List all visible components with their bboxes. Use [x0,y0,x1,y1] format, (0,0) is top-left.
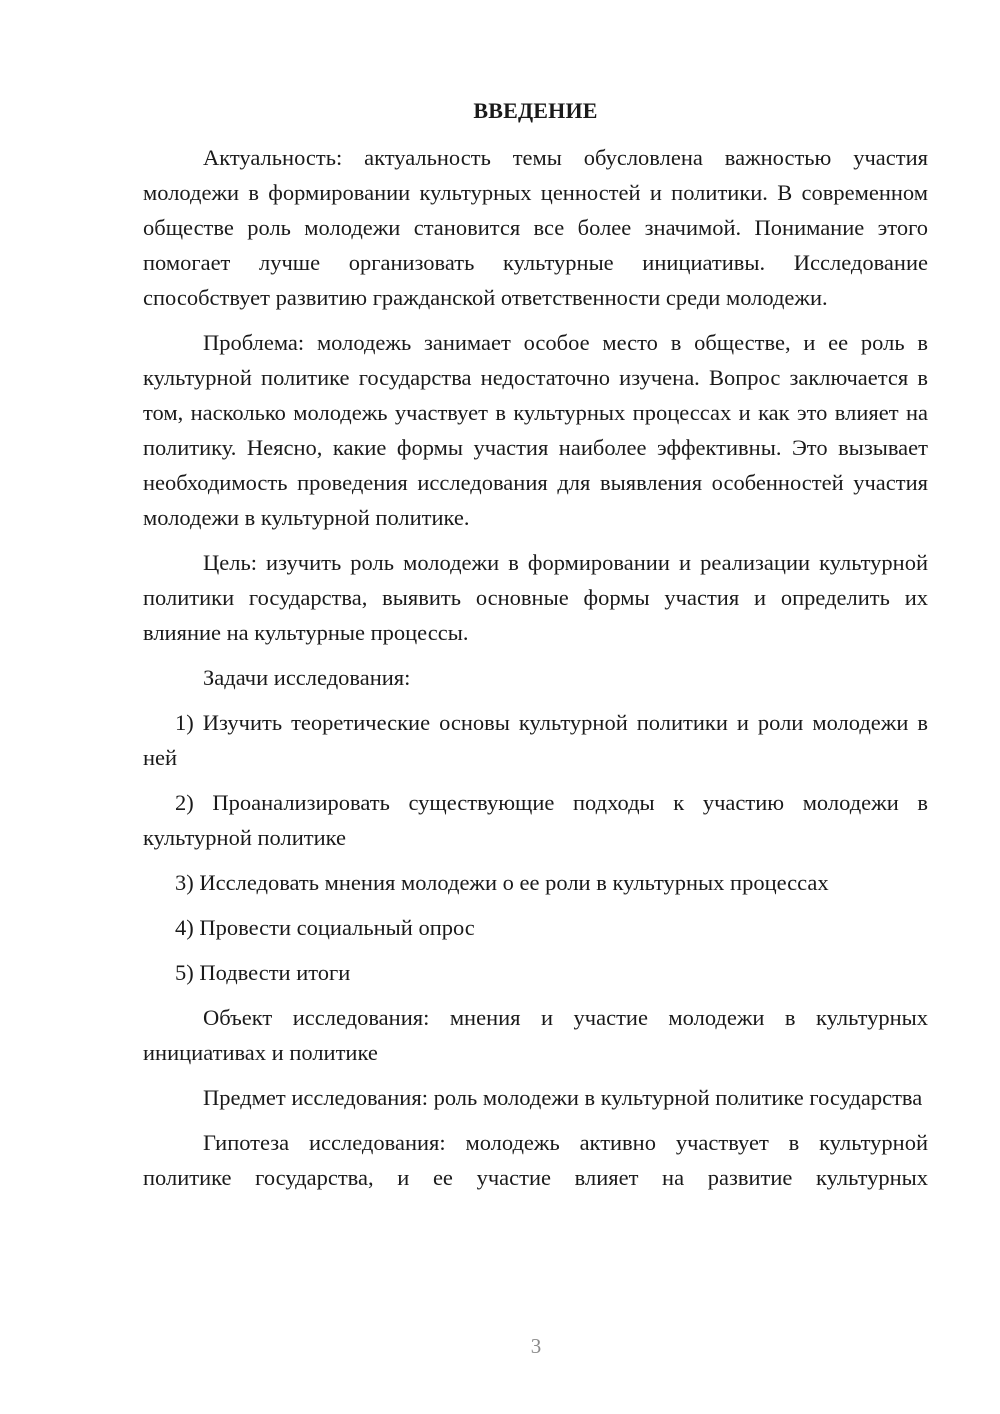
page-number: 3 [530,1334,542,1358]
paragraph-hypothesis: Гипотеза исследования: молодежь активно участвует в культурной политике государства, и ее участие влияет на развитие культурных [143,1130,928,1190]
paragraph-relevance: Актуальность: актуальность темы обусловлена важностью участия молодежи в формировании культурных ценностей и политики. В современном обществе роль молодежи становится все более значимой. Понимание этого помогает лучше организовать культурные инициативы. Исследование способствует развитию гражданской ответственности среди молодежи. [143,145,928,310]
section-title: ВВЕДЕНИЕ [473,98,598,123]
task-item-5: 5) Подвести итоги [175,960,351,985]
task-item-1: 1) Изучить теоретические основы культурной политики и роли молодежи в ней [143,710,928,770]
paragraph-subject: Предмет исследования: роль молодежи в культурной политике государства [203,1085,923,1110]
page-content [143,96,928,1195]
task-item-3: 3) Исследовать мнения молодежи о ее роли в культурных процессах [175,870,829,895]
task-item-2: 2) Проанализировать существующие подходы к участию молодежи в культурной политике [143,790,928,850]
paragraph-problem: Проблема: молодежь занимает особое место в обществе, и ее роль в культурной политике государства недостаточно изучена. Вопрос заключается в том, насколько молодежь участвует в культурных процессах и как это влияет на политику. Неясно, какие формы участия наиболее эффективны. Это вызывает необходимость проведения исследования для выявления особенностей участия молодежи в культурной политике. [143,330,928,530]
tasks-heading: Задачи исследования: [203,665,411,690]
paragraph-goal: Цель: изучить роль молодежи в формировании и реализации культурной политики государства, выявить основные формы участия и определить их влияние на культурные процессы. [143,550,928,645]
task-item-4: 4) Провести социальный опрос [175,915,475,940]
paragraph-object: Объект исследования: мнения и участие молодежи в культурных инициативах и политике [143,1005,928,1065]
